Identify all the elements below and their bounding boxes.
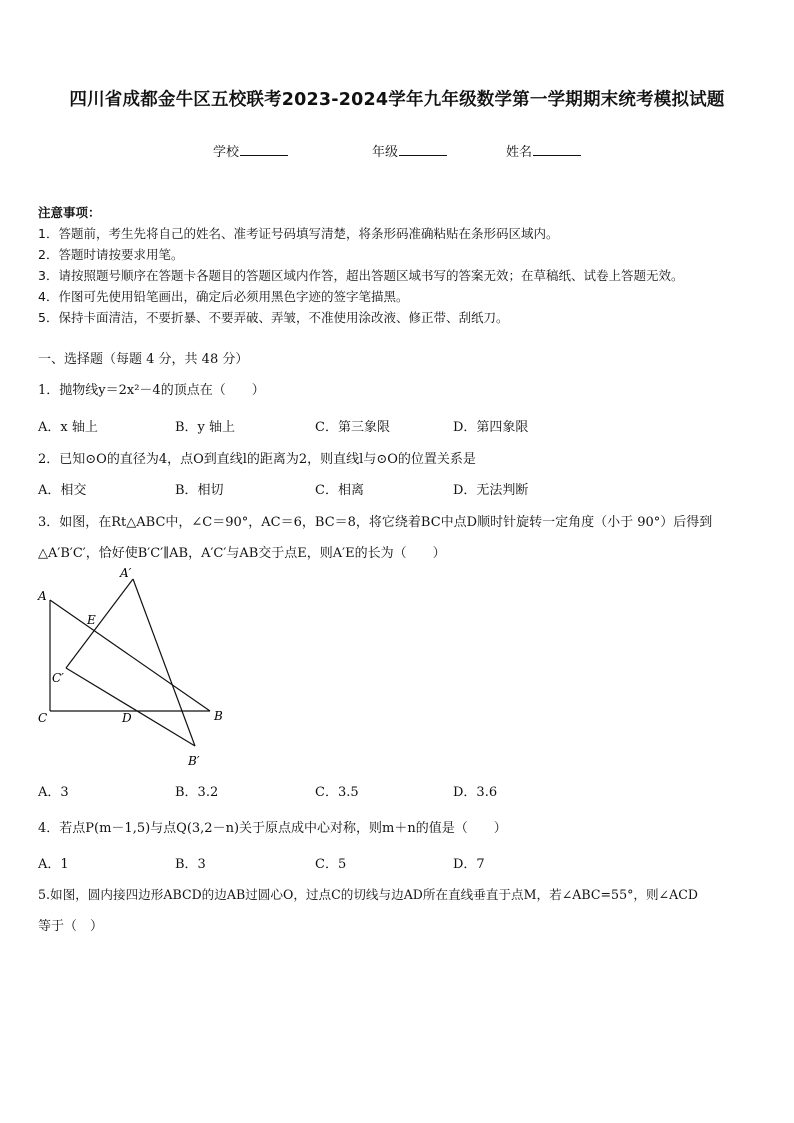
notice-item: 5．保持卡面清洁，不要折暴、不要弄破、弄皱，不准使用涂改液、修正带、刮纸刀。 [38,310,509,325]
segment-ab [50,600,210,711]
name-label: 姓名 [506,145,533,160]
q3-option-a: A．3 [38,785,69,800]
q1-option-c: C．第三象限 [315,420,390,435]
q4-option-d: D．7 [453,857,485,872]
grade-blank [399,143,447,156]
q3-option-d: D．3.6 [453,785,498,800]
q3-option-c: C．3.5 [315,785,359,800]
grade-field [372,141,447,160]
notice-item: 2．答题时请按要求用笔。 [38,247,184,262]
school-field [213,141,288,160]
notice-item: 1．答题前，考生先将自己的姓名、准考证号码填写清楚，将条形码准确粘贴在条形码区域内。 [38,226,559,241]
q1-option-b: B．y 轴上 [175,420,236,435]
notice-heading: 注意事项： [38,205,101,220]
q3-option-b: B．3.2 [175,785,219,800]
school-blank [240,143,288,156]
question-5-stem-line1: 5.如图，圆内接四边形ABCD的边AB过圆心O，过点C的切线与边AD所在直线垂直于点M，若∠ABC=55°，则∠ACD [38,887,698,902]
q4-option-c: C．5 [315,857,347,872]
name-field [506,141,581,160]
q1-option-d: D．第四象限 [453,420,529,435]
label-d: D [122,711,132,725]
question-3-stem-line1: 3．如图，在Rt△ABC中，∠C＝90°，AC＝6，BC＝8，将它绕着BC中点D顺时针旋转一定角度（小于 90°）后得到 [38,515,713,530]
label-a-prime: A′ [120,566,132,580]
rotation-triangle-figure [30,562,240,772]
page-title: 四川省成都金牛区五校联考2023-2024学年九年级数学第一学期期末统考模拟试题 [69,90,725,110]
question-5-stem-line2: 等于（ ） [38,919,104,934]
label-e: E [87,613,96,627]
q2-option-a: A．相交 [38,483,87,498]
segment-a-prime-b-prime [133,579,195,746]
label-b-prime: B′ [188,754,200,768]
question-3-stem-line2: △A′B′C′，恰好使B′C′∥AB，A′C′与AB交于点E，则A′E的长为（ ） [38,546,446,561]
name-blank [533,143,581,156]
question-1-stem: 1．抛物线y＝2x²－4的顶点在（ ） [38,383,265,398]
label-b: B [214,709,223,723]
segment-a-prime-c-prime [66,579,133,668]
q4-option-a: A．1 [38,857,69,872]
q4-option-b: B．3 [175,857,206,872]
q1-option-a: A．x 轴上 [38,420,98,435]
q2-option-c: C．相离 [315,483,364,498]
label-c-prime: C′ [52,671,64,685]
label-c: C [38,711,48,725]
q2-option-b: B．相切 [175,483,224,498]
school-label: 学校 [213,145,240,160]
question-4-stem: 4．若点P(m－1,5)与点Q(3,2－n)关于原点成中心对称，则m＋n的值是（ ） [38,821,507,836]
q2-option-d: D．无法判断 [453,483,529,498]
question-2-stem: 2．已知⊙O的直径为4，点O到直线l的距离为2，则直线l与⊙O的位置关系是 [38,452,476,467]
notice-item: 4．作图可先使用铅笔画出，确定后必须用黑色字迹的签字笔描黑。 [38,289,409,304]
label-a: A [38,589,47,603]
notice-item: 3．请按照题号顺序在答题卡各题目的答题区域内作答，超出答题区域书写的答案无效；在草稿纸、试卷上答题无效。 [38,268,684,283]
grade-label: 年级 [372,145,399,160]
segment-c-prime-b-prime [66,668,195,746]
section-title: 一、选择题（每题 4 分，共 48 分） [38,352,249,367]
